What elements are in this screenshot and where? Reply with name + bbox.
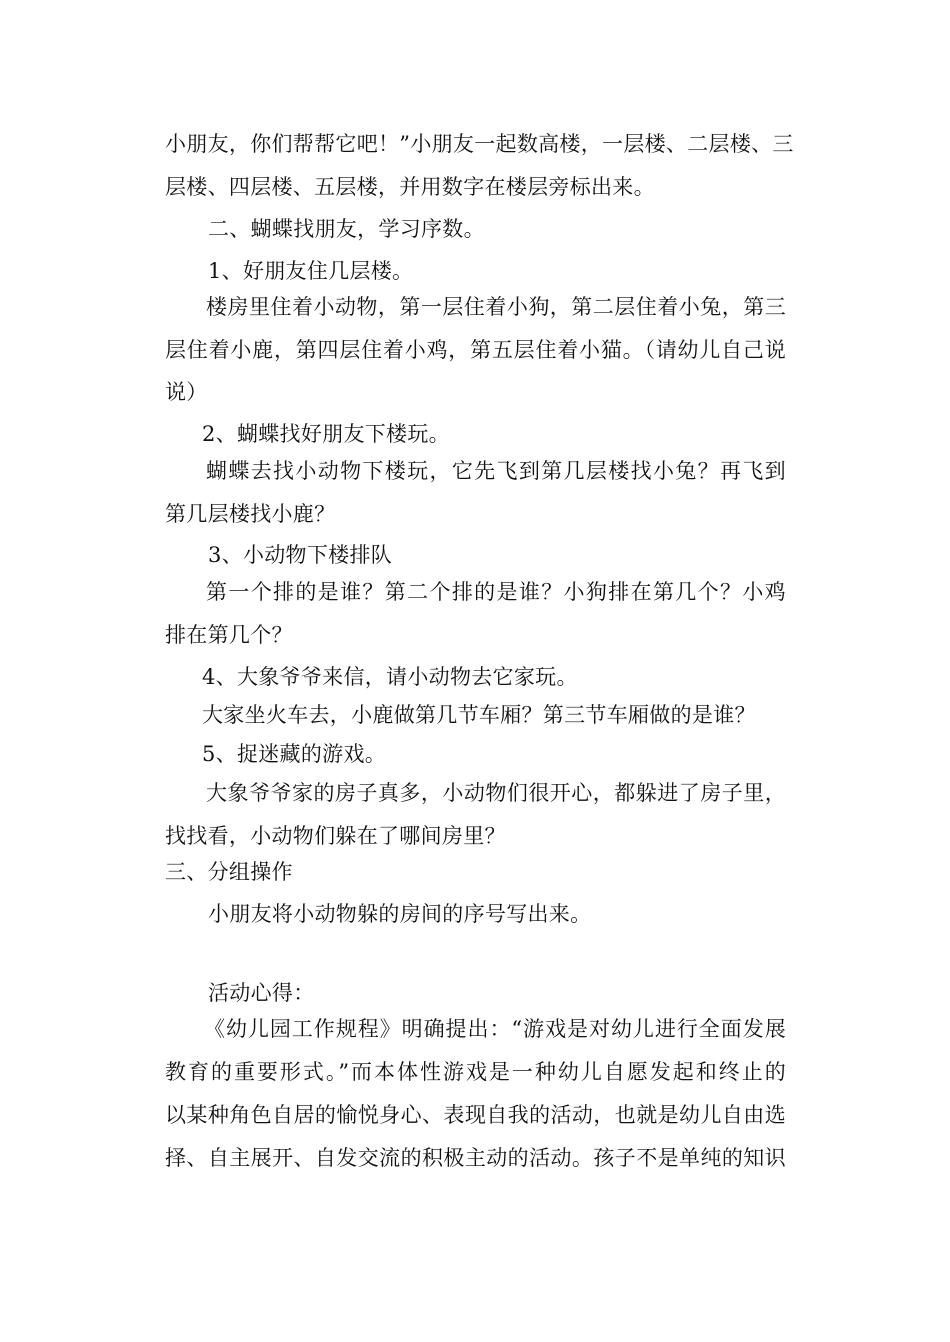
paragraph-line: 大象爷爷家的房子真多，小动物们很开心，都躲进了房子里， [206,781,786,805]
paragraph-line: 层住着小鹿，第四层住着小鸡，第五层住着小猫。（请幼儿自己说 [165,338,786,362]
paragraph-line: 说） [165,380,208,404]
paragraph-line: 小朋友将小动物躲的房间的序号写出来。 [208,902,592,926]
paragraph-line: 教育的重要形式。”而本体性游戏是一种幼儿自愿发起和终止的 [165,1060,786,1084]
subsection-heading: 3、小动物下楼排队 [208,543,393,567]
paragraph-line: 排在第几个？ [165,623,293,647]
paragraph-line: 第几层楼找小鹿？ [165,502,336,526]
subsection-heading: 1、好朋友住几层楼。 [208,259,414,283]
paragraph-line: 择、自主展开、自发交流的积极主动的活动。孩子不是单纯的知识 [165,1146,786,1170]
subsection-heading: 2、蝴蝶找好朋友下楼玩。 [202,422,450,446]
paragraph-line: 小朋友，你们帮帮它吧！”小朋友一起数高楼，一层楼、二层楼、三 [165,132,794,156]
subsection-heading: 4、大象爷爷来信，请小动物去它家玩。 [202,665,578,689]
paragraph-line: 《幼儿园工作规程》明确提出：“游戏是对幼儿进行全面发展 [204,1017,786,1041]
subsection-heading: 5、捉迷藏的游戏。 [202,742,387,766]
paragraph-line: 大家坐火车去，小鹿做第几节车厢？第三节车厢做的是谁？ [202,703,756,727]
paragraph-line: 找找看，小动物们躲在了哪间房里？ [165,824,506,848]
section-heading: 二、蝴蝶找朋友，学习序数。 [208,217,485,241]
paragraph-line: 蝴蝶去找小动物下楼玩，它先飞到第几层楼找小兔？再飞到 [206,459,786,483]
paragraph-line: 楼房里住着小动物，第一层住着小狗，第二层住着小兔，第三 [206,295,786,319]
paragraph-line: 层楼、四层楼、五层楼，并用数字在楼层旁标出来。 [165,175,655,199]
paragraph-line: 以某种角色自居的愉悦身心、表现自我的活动，也就是幼儿自由选 [165,1103,786,1127]
section-heading: 三、分组操作 [165,860,293,884]
paragraph-line: 第一个排的是谁？第二个排的是谁？小狗排在第几个？小鸡 [206,580,786,604]
section-heading: 活动心得： [208,981,315,1005]
